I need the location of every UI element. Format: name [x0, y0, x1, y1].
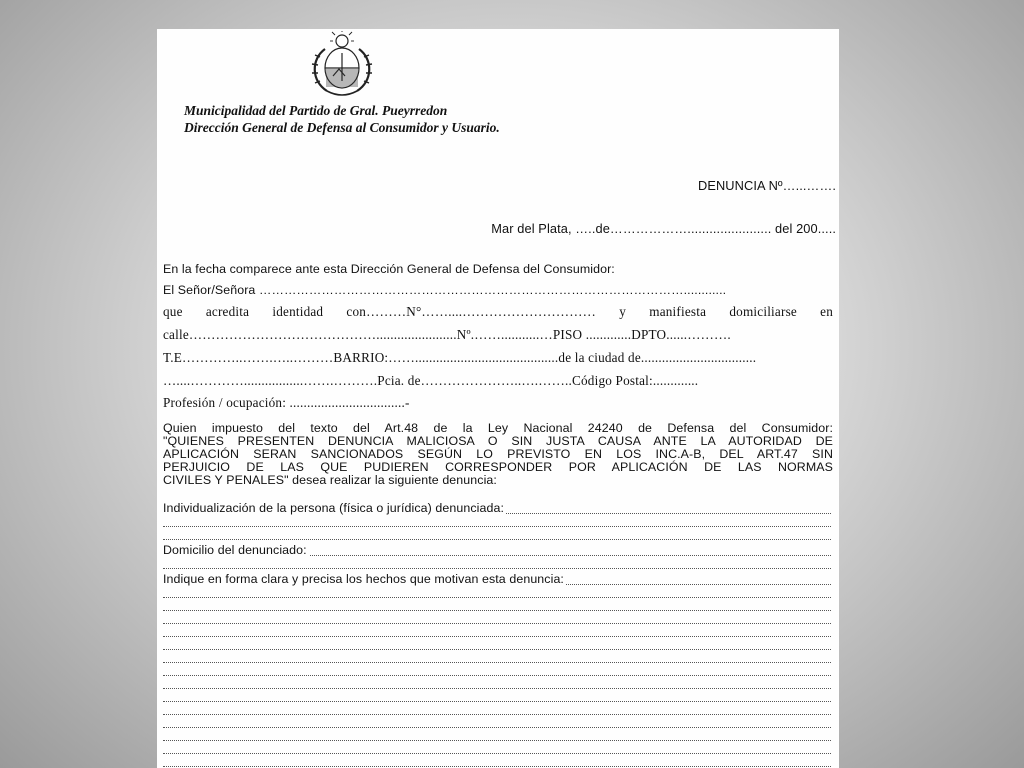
legal-text-line-1: Quien impuesto del texto del Art.48 de la Ley Nacional 24240 de Defensa del Consumidor:: [163, 421, 833, 435]
answer-line: [163, 662, 831, 663]
answer-line: [163, 675, 831, 676]
answer-line: [163, 610, 831, 611]
senor-field: El Señor/Señora …………………………………………………………………………………………............: [163, 283, 727, 297]
legal-text-line-5: CIVILES Y PENALES" desea realizar la siguiente denuncia:: [163, 473, 497, 487]
pcia-field: …....………….................…….……….Pcia. de…………………..….……..Código Postal:.............: [163, 373, 699, 388]
answer-line: [163, 753, 831, 754]
answer-line: [163, 568, 831, 569]
answer-line: [163, 636, 831, 637]
answer-line: [163, 688, 831, 689]
domicilio-label: Domicilio del denunciado:: [163, 543, 307, 557]
date-line: Mar del Plata, …..de………………....................... del 200.....: [491, 221, 836, 236]
answer-line: [163, 539, 831, 540]
identidad-field: que acredita identidad con………N°……....………………………… y manifiesta domiciliarse en: [163, 304, 833, 319]
coat-of-arms-icon: [303, 31, 381, 99]
answer-line: [163, 526, 831, 527]
hechos-label: Indique en forma clara y precisa los hechos que motivan esta denuncia:: [163, 572, 564, 586]
calle-field: calle…………………………………….......................Nº.……...........…PISO .............DPTO......……….: [163, 327, 731, 342]
denuncia-number: DENUNCIA Nº…...…….: [697, 178, 836, 193]
answer-line: [163, 714, 831, 715]
institution-name: Municipalidad del Partido de Gral. Pueyrredon: [184, 103, 448, 118]
answer-line: [163, 649, 831, 650]
answer-line: [163, 740, 831, 741]
institution-department: Dirección General de Defensa al Consumidor y Usuario.: [184, 120, 500, 135]
answer-line: [163, 597, 831, 598]
legal-text-line-2: "QUIENES PRESENTEN DENUNCIA MALICIOSA O SIN JUSTA CAUSA ANTE LA AUTORIDAD DE: [163, 434, 833, 448]
legal-text-line-4: PERJUICIO DE LAS QUE PUDIEREN CORRESPONDER POR APLICACIÓN DE LAS NORMAS: [163, 460, 833, 474]
answer-line: [163, 623, 831, 624]
intro-text: En la fecha comparece ante esta Dirección General de Defensa del Consumidor:: [163, 262, 615, 276]
profesion-field: Profesión / ocupación: .................................-: [163, 395, 410, 410]
answer-line: [163, 727, 831, 728]
te-barrio-field: T.E…………..…….…..………BARRIO:…….........................................de la ciudad de.................................: [163, 350, 757, 365]
answer-line: [163, 766, 831, 767]
form-page: [157, 29, 839, 768]
individualizacion-label: Individualización de la persona (física o jurídica) denunciada:: [163, 501, 505, 515]
legal-text-line-3: APLICACIÓN SERAN SANCIONADOS SEGÚN LO PREVISTO EN LOS INC.A-B, DEL ART.47 SIN: [163, 447, 833, 461]
answer-line: [163, 701, 831, 702]
